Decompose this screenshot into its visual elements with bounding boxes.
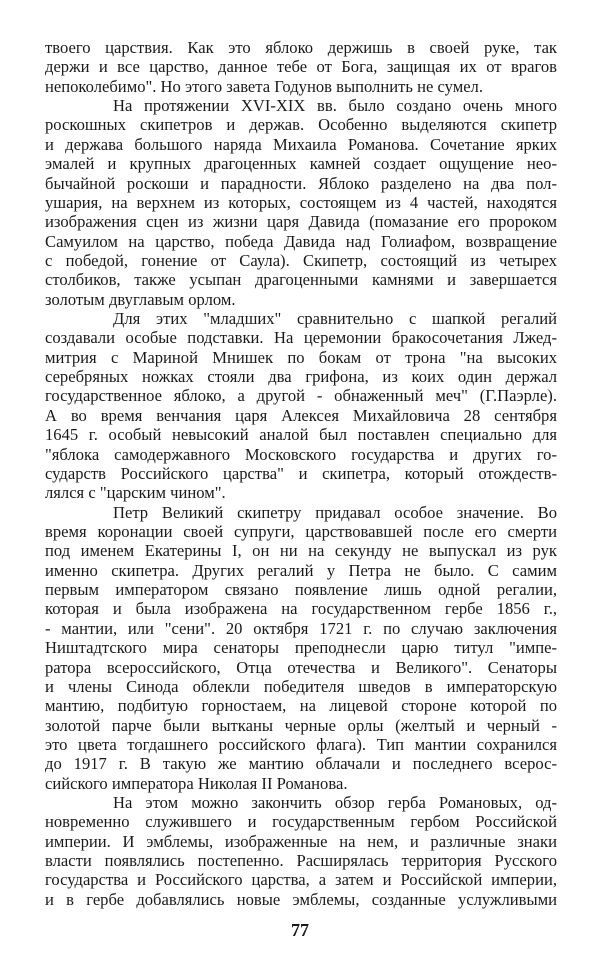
paragraph (45, 38, 557, 96)
text-line: Петр Великий скипетру придавал особое значение. Во (113, 502, 557, 522)
text-line: эмалей и крупных драгоценных камней создает ощущение нео- (45, 154, 557, 174)
text-line: империи. И эмблемы, изображенные на нем, и различные знаки (45, 831, 557, 851)
text-line: и члены Синода облекли победителя шведов в императорскую (45, 676, 557, 696)
page-number: 77 (291, 920, 309, 940)
text-line: столбиков, также усыпан драгоценными камнями и завершается (45, 270, 557, 290)
text-line: митрия с Мариной Мнишек по бокам от трона "на высоких (45, 347, 557, 367)
text-line: власти появлялись постепенно. Расширялась территория Русского (45, 851, 557, 871)
text-line: ушария, на верхнем из которых, состоящем из 4 частей, находятся (45, 192, 557, 212)
text-line: золотым двуглавым орлом. (45, 289, 236, 309)
text-line: непоколебимо". Но этого завета Годунов выполнить не сумел. (45, 76, 483, 96)
text-line: Самуилом на царство, победа Давида над Голиафом, возвращение (45, 231, 557, 251)
text-line: - мантии, или "сени". 20 октября 1721 г. по случаю заключения (45, 618, 557, 638)
paragraph (45, 96, 557, 309)
text-line: Ништадтского мира сенаторы преподнесли царю титул "импе- (45, 638, 557, 658)
text-line: На протяжении XVI-XIX вв. было создано очень много (113, 96, 557, 116)
text-line: ратора всероссийского, Отца отечества и Великого". Сенаторы (45, 657, 557, 677)
text-line: Для этих "младших" сравнительно с шапкой регалий (113, 309, 557, 329)
text-line: это цвета тогдашнего российского флага). Тип мантии сохранился (45, 734, 557, 754)
text-line: до 1917 г. В такую же мантию облачали и последнего всерос- (45, 754, 557, 774)
text-line: сийского императора Николая II Романова. (45, 773, 348, 793)
text-line: А во время венчания царя Алексея Михайловича 28 сентября (45, 405, 557, 425)
text-line: новременно служившего и государственным гербом Российской (45, 812, 557, 832)
text-line: золотой парче были вытканы черные орлы (желтый и черный - (45, 715, 557, 735)
text-line: создавали особые подставки. На церемонии бракосочетания Лжед- (45, 328, 557, 348)
text-line: твоего царствия. Как это яблоко держишь в своей руке, так (45, 38, 557, 57)
text-line: сударств Российского царства" и скипетра, который отождеств- (45, 463, 557, 483)
text-line: которая и была изображена на государственном гербе 1856 г., (45, 599, 557, 619)
text-line: государственное яблоко, а другой - обнаженный меч" (Г.Паэрле). (45, 386, 557, 406)
text-line: лялся с "царским чином". (45, 483, 226, 503)
text-line: с победой, гонение от Саула). Скипетр, состоящий из четырех (45, 250, 557, 270)
text-line: серебряных ножках стояли два грифона, из коих один держал (45, 367, 557, 387)
paragraph (45, 793, 557, 909)
paragraph (45, 309, 557, 503)
text-line: На этом можно закончить обзор герба Романовых, од- (113, 793, 557, 813)
text-line: первым императором связано появление лишь одной регалии, (45, 580, 557, 600)
text-line: "яблока самодержавного Московского государства и других го- (45, 444, 557, 464)
text-line: время коронации своей супруги, царствовавшей после его смерти (45, 521, 557, 541)
text-line: под именем Екатерины I, он ни на секунду не выпускал из рук (45, 541, 557, 561)
text-line: роскошных скипетров и держав. Особенно выделяются скипетр (45, 115, 557, 135)
text-line: 1645 г. особый невысокий аналой был поставлен специально для (45, 425, 557, 445)
text-line: и держава большого наряда Михаила Романова. Сочетание ярких (45, 134, 557, 154)
paragraph (45, 503, 557, 793)
text-line: и в гербе добавлялись новые эмблемы, созданные услужливыми (45, 889, 557, 909)
text-line: держи и все царство, данное тебе от Бога, защищая их от врагов (45, 57, 557, 77)
text-line: именно скипетра. Других регалий у Петра не было. С самим (45, 560, 557, 580)
text-line: бычайной роскоши и парадности. Яблоко разделено на два пол- (45, 173, 557, 193)
text-line: государства и Российского царства, а затем и Российской империи, (45, 870, 557, 890)
text-line: мантию, подбитую горностаем, на лицевой стороне которой по (45, 696, 557, 716)
page-body (45, 38, 557, 909)
text-line: изображения сцен из жизни царя Давида (помазание его пророком (45, 212, 557, 232)
